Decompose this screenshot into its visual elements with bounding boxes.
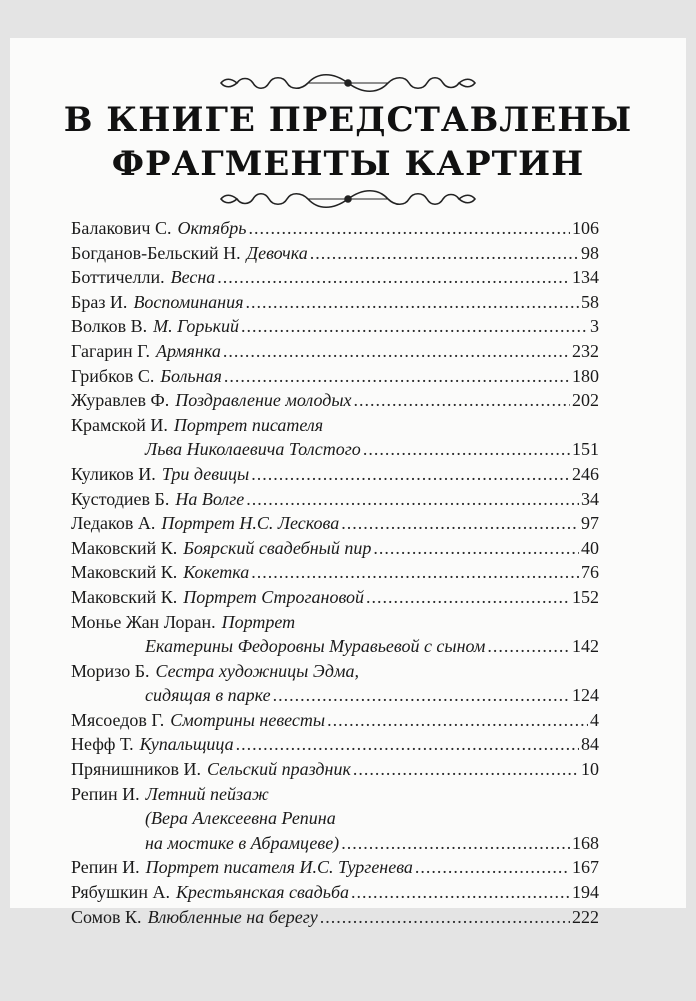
entry-title: Смотрины невесты	[170, 709, 326, 730]
entry-page-number: 3	[590, 316, 599, 337]
entry-page-number: 246	[572, 463, 599, 484]
entry-page-number: 40	[581, 537, 599, 558]
entry-title: Поздравление молодых	[175, 390, 352, 411]
entry-page-number: 180	[572, 365, 599, 386]
entry-page-number: 34	[581, 488, 599, 509]
entry-title: Влюбленные на берегу	[147, 906, 318, 927]
entry-title: Крестьянская свадьба	[175, 882, 349, 903]
entry-page-number: 10	[581, 759, 599, 780]
entry-title: Портрет Строгановой	[183, 586, 365, 607]
dot-leader	[341, 511, 579, 536]
entry-title: Октябрь	[177, 218, 247, 238]
toc-entry	[71, 659, 599, 708]
entry-author: Богданов-Бельский Н.	[71, 242, 241, 263]
dot-leader	[236, 732, 579, 757]
toc-entry	[71, 314, 599, 339]
entry-title: Портрет	[221, 611, 296, 632]
bottom-ornament	[10, 186, 686, 212]
entry-page-number: 134	[572, 267, 599, 288]
entry-author: Браз И.	[71, 291, 128, 312]
toc-entry	[71, 216, 599, 241]
entry-title-continued: (Вера Алексеевна Репина	[145, 808, 336, 829]
ornament-flourish-icon	[213, 70, 483, 96]
dot-leader	[487, 634, 570, 659]
entry-author: Рябушкин А.	[71, 882, 170, 903]
heading-line-2: ФРАГМЕНТЫ КАРТИН	[111, 144, 585, 184]
entry-page-number: 202	[572, 390, 599, 411]
toc-entry	[71, 339, 599, 364]
heading-line-1: В КНИГЕ ПРЕДСТАВЛЕНЫ	[63, 100, 633, 140]
dot-leader	[327, 708, 588, 733]
entry-title: Три девицы	[161, 463, 250, 484]
entry-author: Моризо Б.	[71, 660, 150, 681]
entry-page-number: 142	[572, 636, 599, 657]
entry-author: Маковский К.	[71, 562, 178, 583]
entry-title: Купальщица	[139, 734, 234, 755]
entry-title: Весна	[170, 267, 216, 288]
dot-leader	[217, 265, 570, 290]
dot-leader	[251, 462, 570, 487]
entry-title-continued: на мостике в Абрамцеве)	[145, 832, 340, 853]
entry-page-number: 151	[572, 439, 599, 460]
dot-leader	[223, 339, 570, 364]
entry-author: Монье Жан Лоран.	[71, 611, 216, 632]
toc-entry	[71, 905, 599, 930]
entry-title: Летний пейзаж	[145, 783, 269, 804]
dot-leader	[366, 585, 570, 610]
toc-entry	[71, 732, 599, 757]
entry-author: Репин И.	[71, 783, 140, 804]
entry-author: Крамской И.	[71, 414, 168, 435]
entry-page-number: 97	[581, 513, 599, 534]
dot-leader	[341, 831, 570, 856]
dot-leader	[373, 536, 579, 561]
toc-entry	[71, 708, 599, 733]
book-page	[10, 38, 686, 927]
entry-author: Балакович С.	[71, 218, 172, 238]
toc-entry	[71, 487, 599, 512]
toc-entry	[71, 880, 599, 905]
entry-author: Куликов И.	[71, 463, 156, 484]
entry-title-continued: сидящая в парке	[145, 685, 271, 706]
dot-leader	[354, 388, 570, 413]
entry-author: Маковский К.	[71, 586, 178, 607]
toc-entry	[71, 388, 599, 413]
toc-entry	[71, 536, 599, 561]
dot-leader	[310, 241, 579, 266]
entry-author: Мясоедов Г.	[71, 709, 165, 730]
table-of-contents	[71, 216, 599, 929]
dot-leader	[353, 757, 579, 782]
dot-leader	[415, 855, 570, 880]
entry-title: Портрет писателя	[173, 414, 324, 435]
entry-author: Репин И.	[71, 857, 140, 878]
toc-entry	[71, 585, 599, 610]
ornament-flourish-icon	[213, 186, 483, 212]
entry-page-number: 232	[572, 340, 599, 361]
entry-title-continued: Екатерины Федоровны Муравьевой с сыном	[145, 636, 486, 657]
toc-entry	[71, 364, 599, 389]
dot-leader	[320, 905, 570, 930]
entry-page-number: 222	[572, 906, 599, 927]
entry-author: Маковский К.	[71, 537, 178, 558]
entry-title: Портрет Н.С. Лескова	[161, 513, 340, 534]
entry-author: Прянишников И.	[71, 759, 201, 780]
entry-author: Кустодиев Б.	[71, 488, 170, 509]
entry-author: Журавлев Ф.	[71, 390, 170, 411]
entry-page-number: 152	[572, 586, 599, 607]
dot-leader	[351, 880, 570, 905]
entry-title: Больная	[160, 365, 222, 386]
toc-entry	[71, 855, 599, 880]
entry-page-number: 168	[572, 832, 599, 853]
entry-title: Боярский свадебный пир	[183, 537, 372, 558]
entry-page-number: 98	[581, 242, 599, 263]
entry-title: Армянка	[155, 340, 221, 361]
top-ornament	[10, 70, 686, 96]
entry-page-number: 194	[572, 882, 599, 903]
entry-title: М. Горький	[153, 316, 240, 337]
entry-author: Грибков С.	[71, 365, 155, 386]
dot-leader	[241, 314, 588, 339]
entry-page-number: 58	[581, 291, 599, 312]
toc-entry	[71, 290, 599, 315]
entry-author: Нефф Т.	[71, 734, 134, 755]
toc-entry	[71, 610, 599, 659]
entry-author: Гагарин Г.	[71, 340, 150, 361]
entry-title: Воспоминания	[133, 291, 244, 312]
entry-author: Боттичелли.	[71, 267, 165, 288]
entry-page-number: 106	[572, 218, 599, 238]
toc-entry	[71, 462, 599, 487]
entry-title: Сельский праздник	[207, 759, 351, 780]
toc-entry	[71, 782, 599, 856]
dot-leader	[363, 437, 570, 462]
toc-entry	[71, 511, 599, 536]
dot-leader	[224, 364, 570, 389]
entry-title: Кокетка	[183, 562, 250, 583]
entry-page-number: 84	[581, 734, 599, 755]
toc-entry	[71, 757, 599, 782]
entry-title: На Волге	[175, 488, 245, 509]
entry-page-number: 4	[590, 709, 599, 730]
toc-entry	[71, 265, 599, 290]
toc-entry	[71, 241, 599, 266]
dot-leader	[249, 216, 571, 241]
entry-title: Девочка	[246, 242, 308, 263]
dot-leader	[273, 683, 570, 708]
entry-page-number: 76	[581, 562, 599, 583]
entry-author: Сомов К.	[71, 906, 142, 927]
entry-title: Портрет писателя И.С. Тургенева	[145, 857, 413, 878]
dot-leader	[246, 487, 579, 512]
entry-page-number: 124	[572, 685, 599, 706]
entry-title: Сестра художницы Эдма,	[155, 660, 359, 681]
toc-entry	[71, 413, 599, 462]
toc-entry	[71, 560, 599, 585]
dot-leader	[245, 290, 579, 315]
entry-author: Волков В.	[71, 316, 148, 337]
entry-page-number: 167	[572, 857, 599, 878]
entry-author: Ледаков А.	[71, 513, 156, 534]
entry-title-continued: Льва Николаевича Толстого	[145, 439, 361, 460]
dot-leader	[251, 560, 579, 585]
